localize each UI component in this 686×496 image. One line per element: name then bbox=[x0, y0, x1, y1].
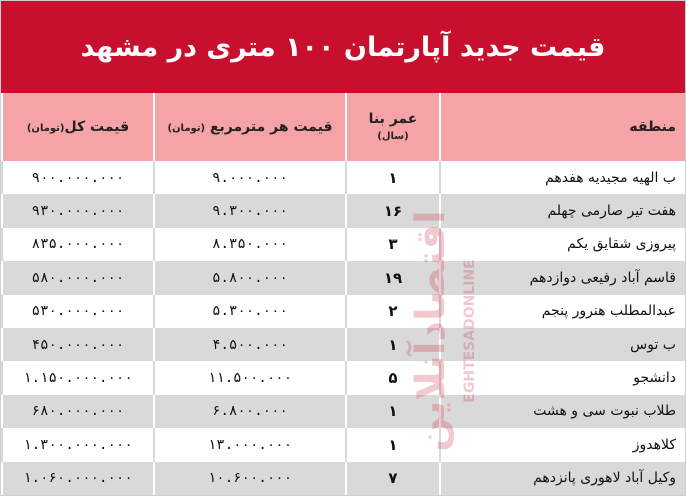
table-row bbox=[2, 462, 686, 495]
age-cell: ۱ bbox=[346, 428, 440, 461]
table-row bbox=[2, 361, 686, 394]
table-row bbox=[2, 261, 686, 294]
table-row bbox=[2, 228, 686, 261]
total-price-cell: ۴۵۰.۰۰۰.۰۰۰ bbox=[2, 328, 154, 361]
region-cell: وکیل آباد لاهوری پانزدهم bbox=[440, 462, 686, 495]
table-row bbox=[2, 395, 686, 428]
age-cell: ۱ bbox=[346, 395, 440, 428]
table-row bbox=[2, 328, 686, 361]
header-age bbox=[346, 93, 440, 161]
region-cell: دانشجو bbox=[440, 361, 686, 394]
header-age-unit: (سال) bbox=[377, 131, 409, 142]
header-price-per-meter-label: قیمت هر مترمربع bbox=[209, 119, 333, 135]
price-per-meter-cell: ۵.۸۰۰.۰۰۰ bbox=[154, 261, 346, 294]
total-price-cell: ۱.۱۵۰.۰۰۰.۰۰۰ bbox=[2, 361, 154, 394]
header-total-price-unit: (تومان) bbox=[26, 123, 65, 134]
age-cell: ۱ bbox=[346, 328, 440, 361]
table-header-row bbox=[2, 93, 686, 161]
title-bar bbox=[1, 1, 685, 93]
region-cell: طلاب نبوت سی و هشت bbox=[440, 395, 686, 428]
age-cell: ۷ bbox=[346, 462, 440, 495]
total-price-cell: ۵۸۰.۰۰۰.۰۰۰ bbox=[2, 261, 154, 294]
price-table bbox=[1, 93, 686, 495]
price-per-meter-cell: ۴.۵۰۰.۰۰۰ bbox=[154, 328, 346, 361]
header-region bbox=[440, 93, 686, 161]
table-row bbox=[2, 428, 686, 461]
total-price-cell: ۱.۰۶۰.۰۰۰.۰۰۰ bbox=[2, 462, 154, 495]
price-per-meter-cell: ۹.۰۰۰.۰۰۰ bbox=[154, 161, 346, 194]
age-cell: ۲ bbox=[346, 295, 440, 328]
total-price-cell: ۸۳۵.۰۰۰.۰۰۰ bbox=[2, 228, 154, 261]
price-per-meter-cell: ۱۱.۵۰۰.۰۰۰ bbox=[154, 361, 346, 394]
age-cell: ۱۹ bbox=[346, 261, 440, 294]
table-row bbox=[2, 194, 686, 227]
region-cell: پیروزی شقایق یکم bbox=[440, 228, 686, 261]
region-cell: ب توس bbox=[440, 328, 686, 361]
header-total-price bbox=[2, 93, 154, 161]
region-cell: قاسم آباد رفیعی دوازدهم bbox=[440, 261, 686, 294]
total-price-cell: ۹۰۰.۰۰۰.۰۰۰ bbox=[2, 161, 154, 194]
price-per-meter-cell: ۶.۸۰۰.۰۰۰ bbox=[154, 395, 346, 428]
price-per-meter-cell: ۸.۳۵۰.۰۰۰ bbox=[154, 228, 346, 261]
price-per-meter-cell: ۵.۳۰۰.۰۰۰ bbox=[154, 295, 346, 328]
price-per-meter-cell: ۱۳.۰۰۰.۰۰۰ bbox=[154, 428, 346, 461]
region-cell: کلاهدوز bbox=[440, 428, 686, 461]
price-per-meter-cell: ۹.۳۰۰.۰۰۰ bbox=[154, 194, 346, 227]
age-cell: ۱ bbox=[346, 161, 440, 194]
header-total-price-label: قیمت کل bbox=[64, 119, 130, 135]
age-cell: ۱۶ bbox=[346, 194, 440, 227]
table-row bbox=[2, 161, 686, 194]
total-price-cell: ۶۸۰.۰۰۰.۰۰۰ bbox=[2, 395, 154, 428]
watermark-text: اقتصادآنلاین bbox=[408, 210, 454, 452]
watermark-latin: EGHTESADONLINE bbox=[462, 259, 478, 403]
total-price-cell: ۹۳۰.۰۰۰.۰۰۰ bbox=[2, 194, 154, 227]
header-region-label: منطقه bbox=[629, 119, 676, 135]
region-cell: هفت تیر صارمی چهلم bbox=[440, 194, 686, 227]
page-title: قیمت جدید آپارتمان ۱۰۰ متری در مشهد bbox=[80, 31, 606, 63]
age-cell: ۳ bbox=[346, 228, 440, 261]
total-price-cell: ۱.۳۰۰.۰۰۰.۰۰۰ bbox=[2, 428, 154, 461]
price-per-meter-cell: ۱۰.۶۰۰.۰۰۰ bbox=[154, 462, 346, 495]
age-cell: ۵ bbox=[346, 361, 440, 394]
header-price-per-meter bbox=[154, 93, 346, 161]
header-age-label: عمر بنا bbox=[368, 111, 418, 127]
total-price-cell: ۵۳۰.۰۰۰.۰۰۰ bbox=[2, 295, 154, 328]
table-row bbox=[2, 295, 686, 328]
region-cell: عبدالمطلب هنرور پنجم bbox=[440, 295, 686, 328]
region-cell: ب الهیه مجیدیه هفدهم bbox=[440, 161, 686, 194]
header-price-per-meter-unit: (تومان) bbox=[167, 123, 206, 134]
